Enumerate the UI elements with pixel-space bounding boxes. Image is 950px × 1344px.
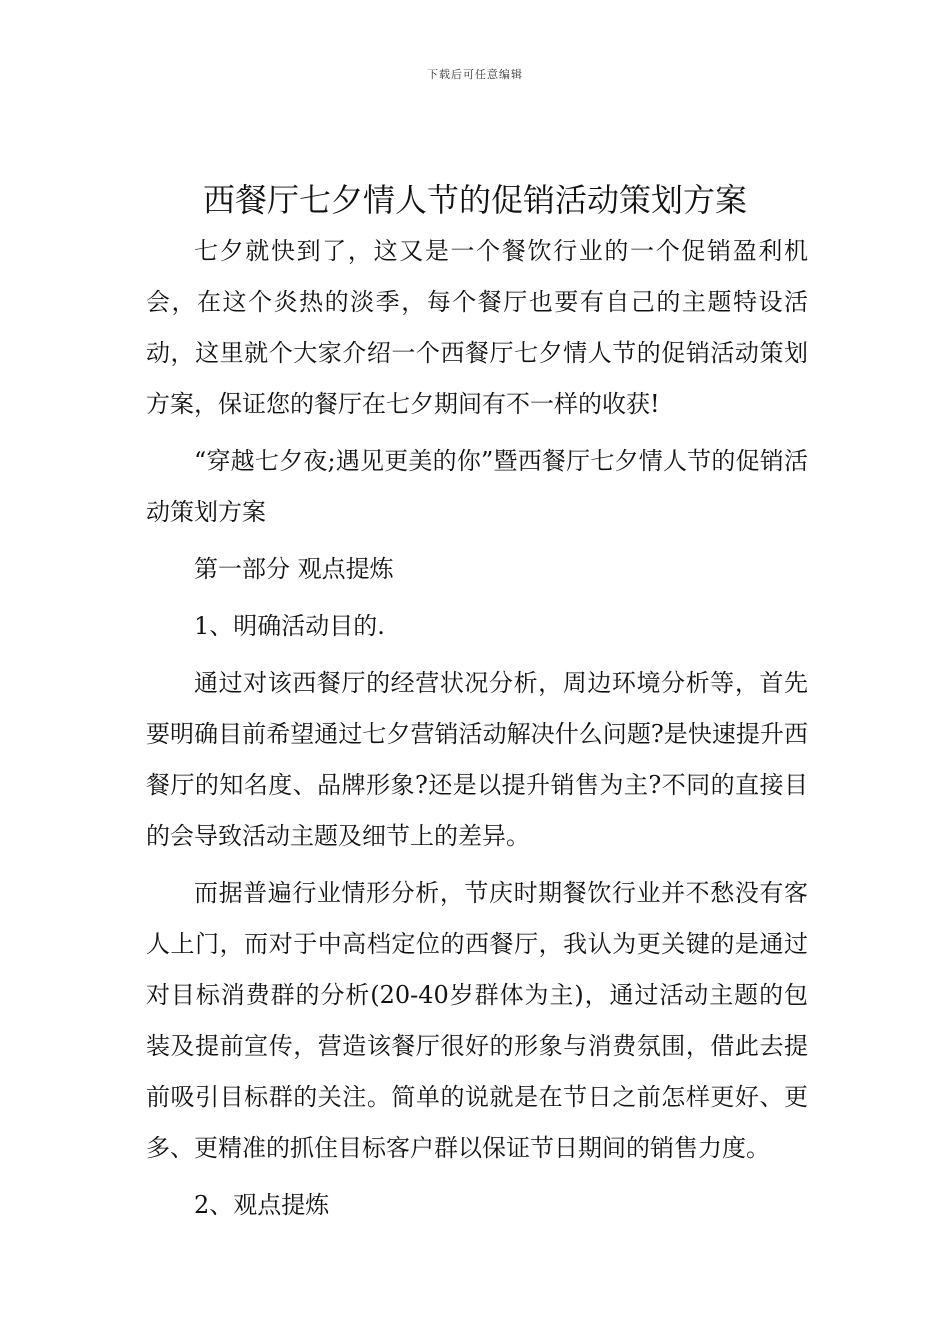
paragraph-intro: 七夕就快到了，这又是一个餐饮行业的一个促销盈利机会，在这个炎热的淡季，每个餐厅也要有自己的主题特设活动，这里就个大家介绍一个西餐厅七夕情人节的促销活动策划方案，保证您的餐厅在七夕期间有不一样的收获! [146,237,808,418]
subheading-viewpoint: 2、观点提炼 [194,1191,330,1219]
section-heading-part-one: 第一部分 观点提炼 [194,555,394,583]
paragraph-goal-analysis: 通过对该西餐厅的经营状况分析，周边环境分析等，首先要明确目前希望通过七夕营销活动解决什么问题?是快速提升西餐厅的知名度、品牌形象?还是以提升销售为主?不同的直接目的会导致活动主题及细节上的差异。 [146,669,808,850]
header-note: 下载后可任意编辑 [427,68,523,81]
paragraph-industry-analysis: 而据普遍行业情形分析，节庆时期餐饮行业并不愁没有客人上门，而对于中高档定位的西餐厅，我认为更关键的是通过对目标消费群的分析(20-40岁群体为主)，通过活动主题的包装及提前宣传，营造该餐厅很好的形象与消费氛围，借此去提前吸引目标群的关注。简单的说就是在节日之前怎样更好、更多、更精准的抓住目标客户群以保证节日期间的销售力度。 [146,879,808,1162]
document-title: 西餐厅七夕情人节的促销活动策划方案 [202,181,747,219]
subheading-goal: 1、明确活动目的. [194,612,385,640]
document-body [146,226,808,1237]
paragraph-theme: “穿越七夕夜;遇见更美的你”暨西餐厅七夕情人节的促销活动策划方案 [146,447,808,526]
